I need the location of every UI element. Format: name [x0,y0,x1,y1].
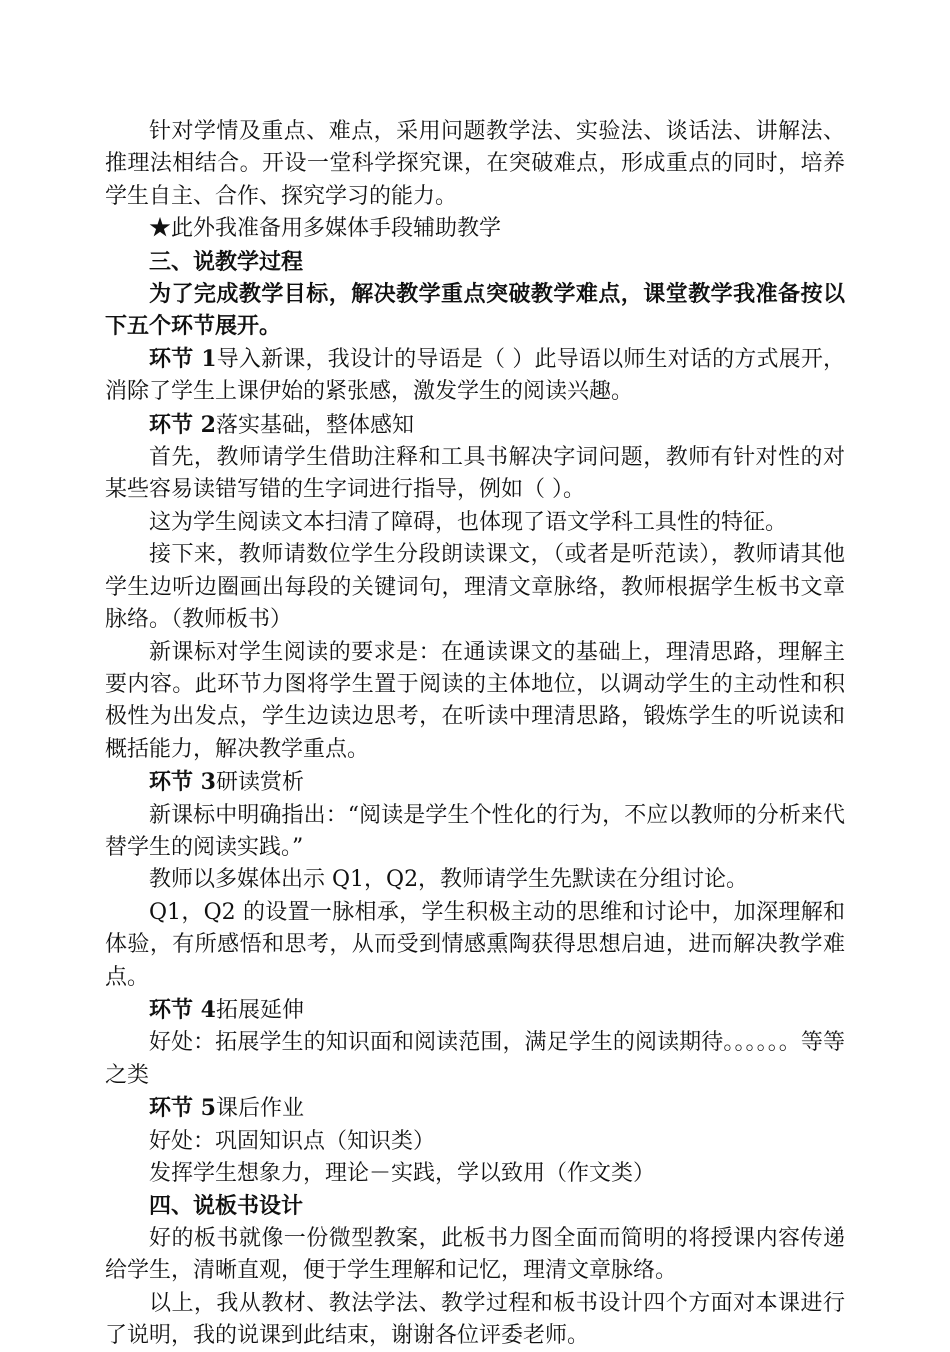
step-3-label: 环节 3 [149,769,216,796]
section-heading-teaching-process: 三、说教学过程 [149,248,304,275]
paragraph-five-steps-intro: 为了完成教学目标，解决教学重点突破教学难点，课堂教学我准备按以下五个环节展开。 [105,281,845,340]
step-1-text: 导入新课，我设计的导语是（ ）此导语以师生对话的方式展开，消除了学生上课伊始的紧张感，激发学生的阅读兴趣。 [105,346,846,405]
step-5-text: 课后作业 [215,1096,304,1122]
paragraph-obstacles: 这为学生阅读文本扫清了障碍，也体现了语文学科工具性的特征。 [149,509,788,535]
step-4-label: 环节 4 [149,996,216,1023]
step-1-label: 环节 1 [149,345,217,372]
paragraph-questions: 教师以多媒体出示 Q1，Q2，教师请学生先默读在分组讨论。 [149,867,749,893]
step-2-label: 环节 2 [149,411,216,438]
paragraph-multimedia: ★此外我准备用多媒体手段辅助教学 [149,216,502,242]
paragraph-step-2 [105,409,845,442]
step-4-text: 拓展延伸 [215,997,304,1023]
step-3-text: 研读赏析 [215,770,304,796]
paragraph-methods: 针对学情及重点、难点，采用问题教学法、实验法、谈话法、讲解法、推理法相结合。开设一堂科学探究课，在突破难点，形成重点的同时，培养学生自主、合作、探究学习的能力。 [105,119,845,209]
paragraph-step-3 [105,766,845,799]
paragraph-homework-writing: 发挥学生想象力，理论－实践，学以致用（作文类） [149,1161,656,1186]
paragraph-homework-benefit: 好处：巩固知识点（知识类） [149,1128,436,1154]
paragraph-curriculum-standard: 新课标对学生阅读的要求是：在通读课文的基础上，理清思路，理解主要内容。此环节力图将学生置于阅读的主体地位，以调动学生的主动性和积极性为出发点，学生边读边思考，在听读中理清思路，锻炼学生的听说读和概括能力，解决教学重点。 [105,639,845,762]
paragraph-questions-design: Q1，Q2 的设置一脉相承，学生积极主动的思维和讨论中，加深理解和体验，有所感悟和思考，从而受到情感熏陶获得思想启迪，进而解决教学难点。 [105,899,845,990]
paragraph-step-1 [105,343,845,409]
paragraph-standard-quote: 新课标中明确指出：“阅读是学生个性化的行为，不应以教师的分析来代替学生的阅读实践。” [105,802,845,860]
paragraph-extension-benefit: 好处：拓展学生的知识面和阅读范围，满足学生的阅读期待。。。。。。等等之类 [105,1030,845,1088]
paragraph-reading-aloud: 接下来，教师请数位学生分段朗读课文，（或者是听范读），教师请其他学生边听边圈画出每段的关键词句，理清文章脉络，教师根据学生板书文章脉络。（教师板书） [105,542,845,633]
step-2-text: 落实基础，整体感知 [215,412,414,438]
paragraph-vocabulary: 首先，教师请学生借助注释和工具书解决字词问题，教师有针对性的对某些容易读错写错的生字词进行指导，例如（ ）。 [105,445,845,503]
paragraph-step-4 [105,994,845,1027]
paragraph-step-5 [105,1092,845,1125]
section-heading-board-design: 四、说板书设计 [149,1193,304,1220]
paragraph-board-design: 好的板书就像一份微型教案，此板书力图全面而简明的将授课内容传递给学生，清晰直观，便于学生理解和记忆，理清文章脉络。 [105,1225,845,1284]
paragraph-conclusion: 以上，我从教材、教法学法、教学过程和板书设计四个方面对本课进行了说明，我的说课到此结束，谢谢各位评委老师。 [105,1290,845,1349]
document-body [105,116,845,1352]
step-5-label: 环节 5 [149,1095,216,1122]
